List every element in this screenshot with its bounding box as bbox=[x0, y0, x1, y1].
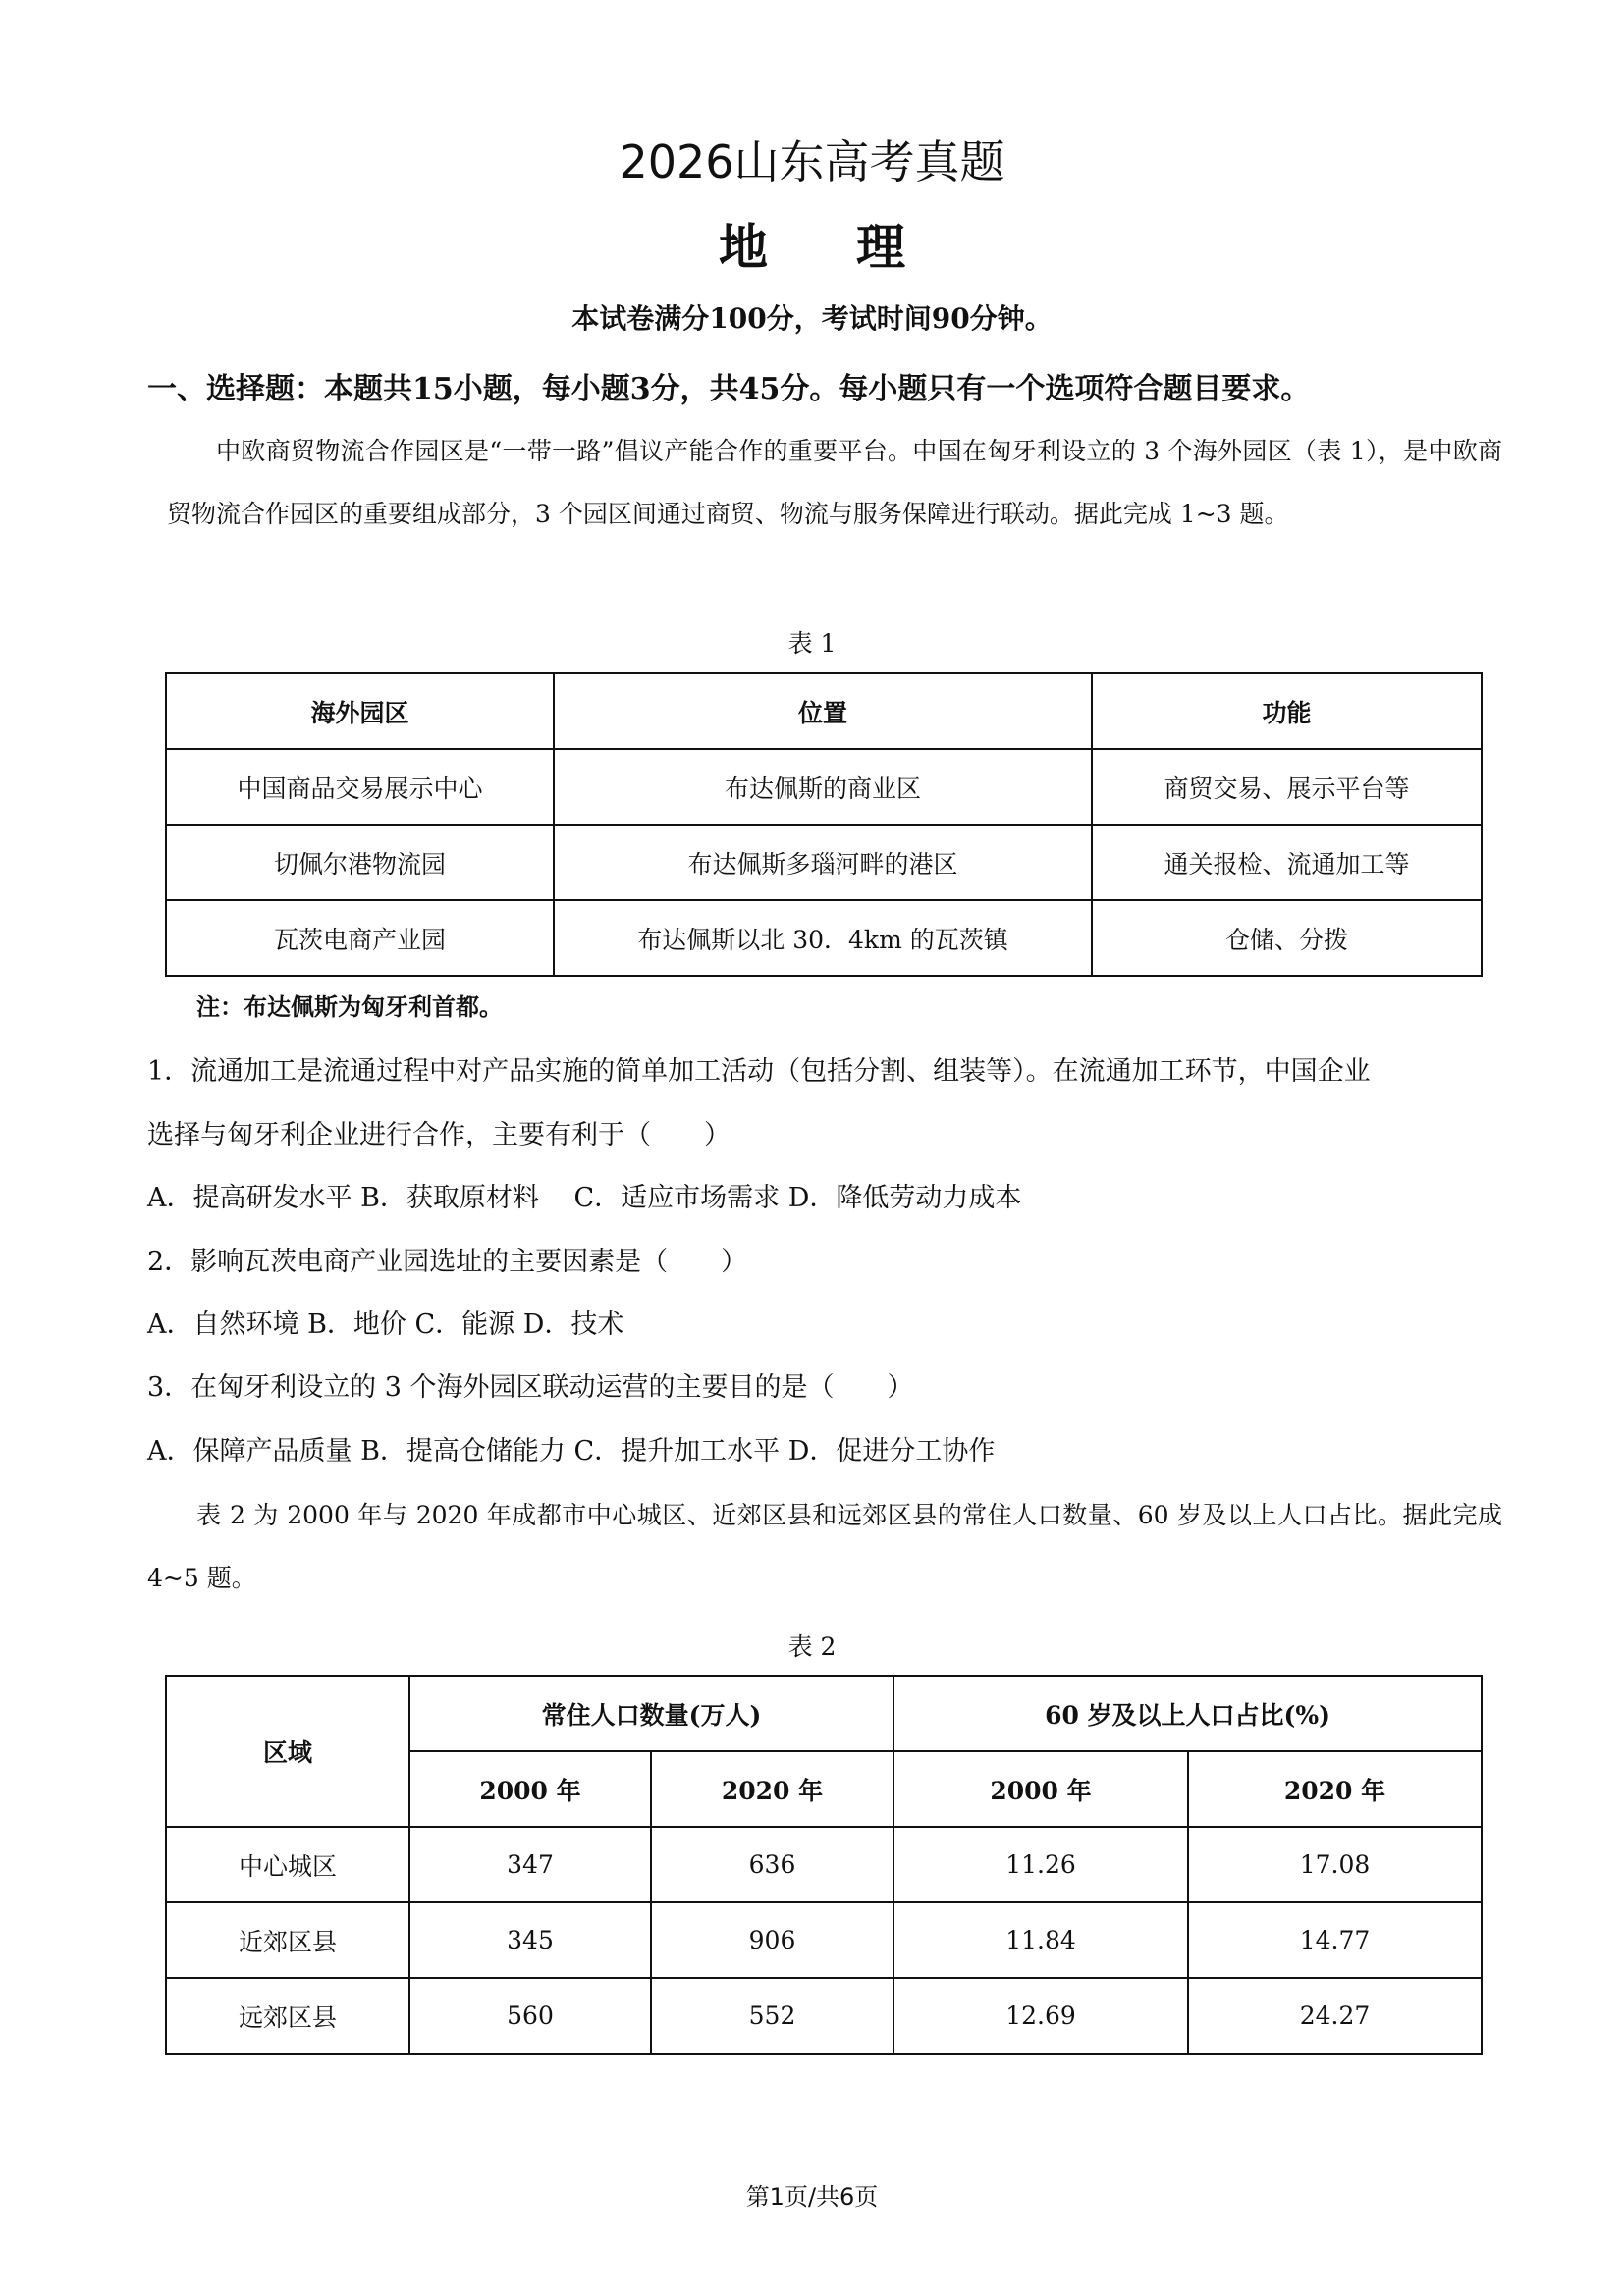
page-number: 第1页/共6页 bbox=[745, 2183, 879, 2211]
section-heading: 一、选择题：本题共15小题，每小题3分，共45分。每小题只有一个选项符合题目要求。 bbox=[147, 372, 1311, 406]
table1-caption: 表 1 bbox=[787, 629, 837, 658]
table2 bbox=[165, 1675, 1483, 2055]
table-cell: 布达佩斯的商业区 bbox=[554, 749, 1092, 825]
table2-group-header: 60 岁及以上人口占比(%) bbox=[893, 1676, 1482, 1751]
table-cell: 中国商品交易展示中心 bbox=[166, 749, 554, 825]
question-3-options: A．保障产品质量 B．提高仓储能力 C．提升加工水平 D．促进分工协作 bbox=[147, 1436, 996, 1467]
table-row bbox=[166, 1827, 1482, 1902]
table2-caption: 表 2 bbox=[787, 1632, 837, 1661]
table-cell: 347 bbox=[409, 1827, 651, 1902]
table2-group-header: 常住人口数量(万人) bbox=[409, 1676, 893, 1751]
table-cell: 906 bbox=[651, 1902, 893, 1978]
table-cell: 345 bbox=[409, 1902, 651, 1978]
score-time-note: 本试卷满分100分，考试时间90分钟。 bbox=[571, 302, 1053, 335]
table-cell: 24.27 bbox=[1188, 1978, 1482, 2054]
table2-header-row bbox=[166, 1676, 1482, 1751]
table-cell: 中心城区 bbox=[166, 1827, 409, 1902]
question-1-options: A．提高研发水平 B．获取原材料 C．适应市场需求 D．降低劳动力成本 bbox=[147, 1183, 1022, 1213]
exam-title: 2026山东高考真题 bbox=[619, 135, 1005, 188]
table-row bbox=[166, 825, 1482, 900]
table-cell: 11.84 bbox=[893, 1902, 1188, 1978]
table1-header-row bbox=[166, 673, 1482, 749]
table1-note: 注：布达佩斯为匈牙利首都。 bbox=[196, 992, 503, 1021]
table1 bbox=[165, 672, 1483, 977]
table-cell: 11.26 bbox=[893, 1827, 1188, 1902]
question-3-stem: 3．在匈牙利设立的 3 个海外园区联动运营的主要目的是（ ） bbox=[147, 1372, 914, 1403]
table1-header-cell: 功能 bbox=[1092, 673, 1482, 749]
table-cell: 636 bbox=[651, 1827, 893, 1902]
table2-year-header: 2020 年 bbox=[651, 1751, 893, 1827]
table2-year-header: 2000 年 bbox=[409, 1751, 651, 1827]
table-cell: 552 bbox=[651, 1978, 893, 2054]
table-cell: 仓储、分拨 bbox=[1092, 900, 1482, 976]
table-cell: 瓦茨电商产业园 bbox=[166, 900, 554, 976]
table-cell: 14.77 bbox=[1188, 1902, 1482, 1978]
table-cell: 布达佩斯多瑙河畔的港区 bbox=[554, 825, 1092, 900]
table1-header-cell: 位置 bbox=[554, 673, 1092, 749]
intro-paragraph-1: 中欧商贸物流合作园区是“一带一路”倡议产能合作的重要平台。中国在匈牙利设立的 3 个海外园区（表 1），是中欧商贸物流合作园区的重要组成部分，3 个园区间通过商贸、物流与服务保障进行联动。据此完成 1~3 题。 bbox=[167, 437, 1502, 528]
table2-year-header: 2000 年 bbox=[893, 1751, 1188, 1827]
table-row bbox=[166, 749, 1482, 825]
question-2-stem: 2．影响瓦茨电商产业园选址的主要因素是（ ） bbox=[147, 1247, 748, 1277]
table-cell: 560 bbox=[409, 1978, 651, 2054]
table-cell: 切佩尔港物流园 bbox=[166, 825, 554, 900]
question-1-stem-line2: 选择与匈牙利企业进行合作，主要有利于（ ） bbox=[147, 1120, 731, 1150]
table-cell: 商贸交易、展示平台等 bbox=[1092, 749, 1482, 825]
table-cell: 布达佩斯以北 30．4km 的瓦茨镇 bbox=[554, 900, 1092, 976]
table-cell: 17.08 bbox=[1188, 1827, 1482, 1902]
table-row bbox=[166, 900, 1482, 976]
table-cell: 12.69 bbox=[893, 1978, 1188, 2054]
table-row bbox=[166, 1978, 1482, 2054]
table2-region-header: 区域 bbox=[166, 1676, 409, 1827]
table-cell: 通关报检、流通加工等 bbox=[1092, 825, 1482, 900]
subject-title: 地理 bbox=[719, 219, 994, 276]
intro-paragraph-2: 表 2 为 2000 年与 2020 年成都市中心城区、近郊区县和远郊区县的常住人口数量、60 岁及以上人口占比。据此完成 4~5 题。 bbox=[147, 1501, 1502, 1592]
table-cell: 远郊区县 bbox=[166, 1978, 409, 2054]
table1-header-cell: 海外园区 bbox=[166, 673, 554, 749]
table2-year-header: 2020 年 bbox=[1188, 1751, 1482, 1827]
question-1-stem-line1: 1．流通加工是流通过程中对产品实施的简单加工活动（包括分割、组装等）。在流通加工环节，中国企业 bbox=[147, 1056, 1371, 1087]
table-row bbox=[166, 1902, 1482, 1978]
table-cell: 近郊区县 bbox=[166, 1902, 409, 1978]
question-2-options: A．自然环境 B．地价 C．能源 D．技术 bbox=[147, 1309, 624, 1340]
